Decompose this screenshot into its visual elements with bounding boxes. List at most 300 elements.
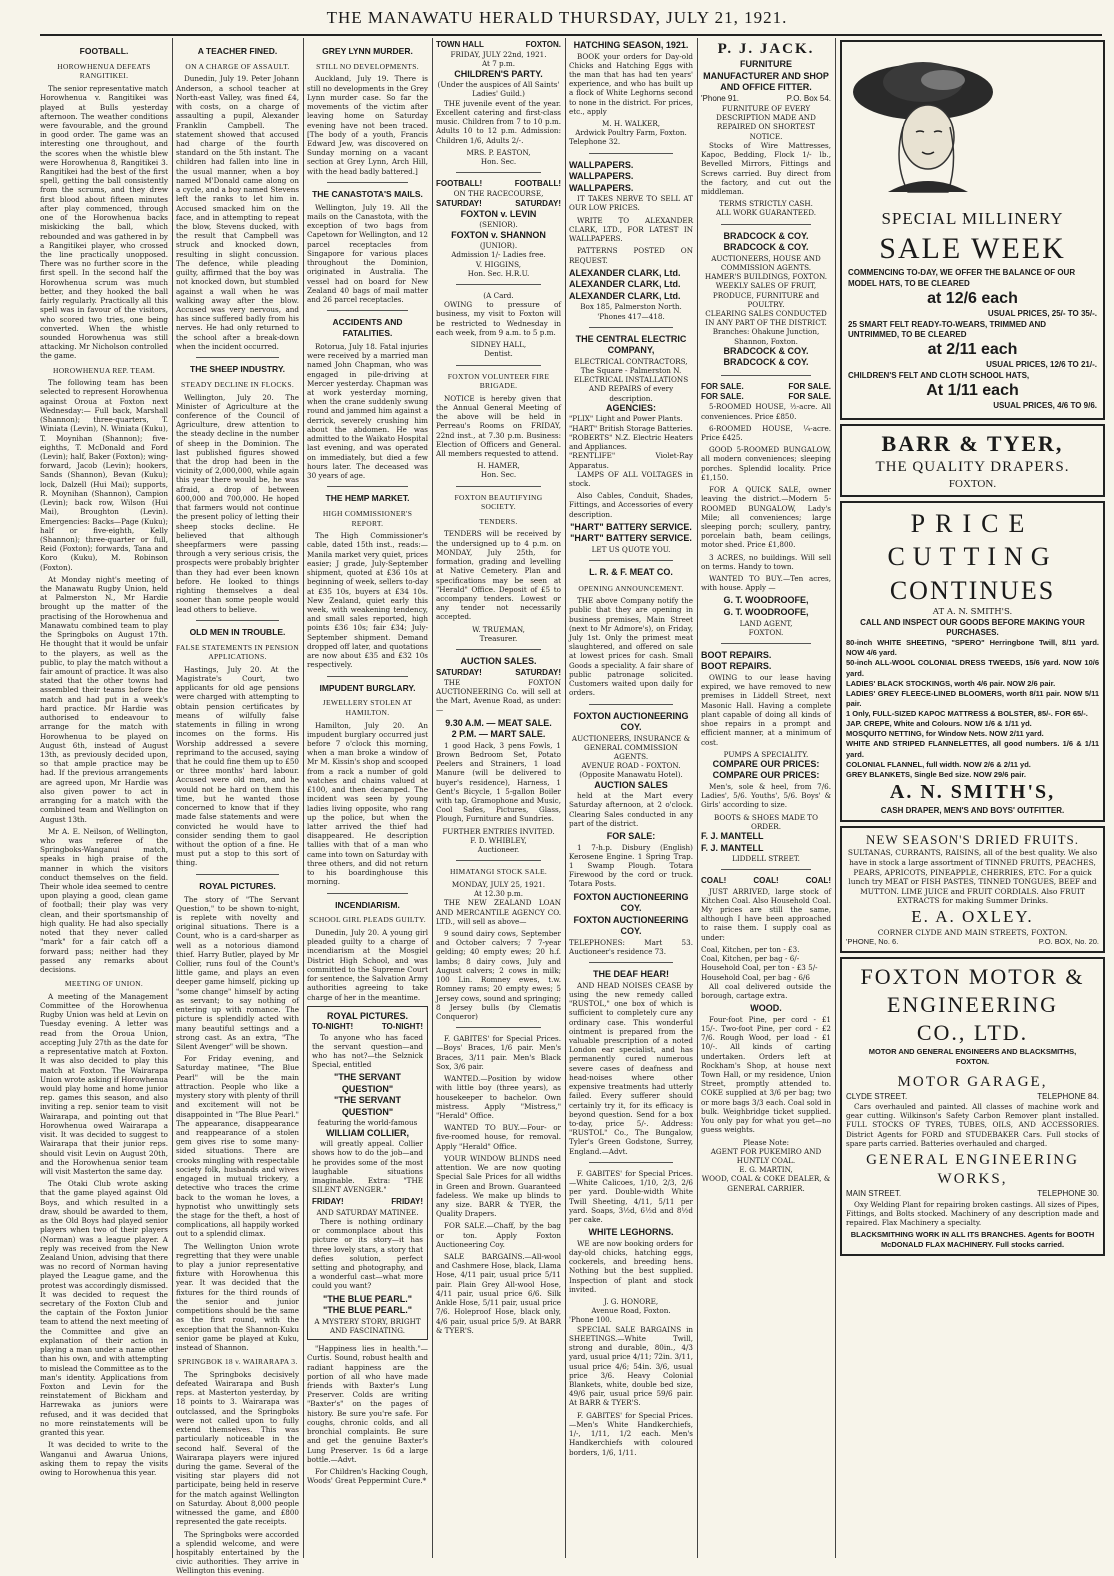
ad-star: WILLIAM COLLIER, xyxy=(326,1127,409,1138)
ad-text: MONDAY, JULY 25, 1921. xyxy=(451,879,546,889)
ad-text: 1 good Hack, 3 pens Fowls, 1 Brown Bedroom Set, Potato Peelers and Strainers, 1 load Manure (will be delivered to buyer's residence), Harness, 1 Gent's Bicycle, 1 5-gallon Boiler with tap, Gramophone and Music, Cool Safes, Pictures, Glass, Plough, Furniture and Sundries. xyxy=(436,740,561,824)
ad-text: USUAL PRICES, 12/6 TO 21/-. xyxy=(986,360,1097,370)
ad-signature: H. HAMER, xyxy=(477,461,520,471)
ad-text: AT A. N. SMITH'S. xyxy=(932,606,1013,617)
article-text: Hastings, July 20. At the Magistrate's Court, two applicants for old age pensions were charged with attempting to obtain pension certificates by means of wilfully false statements in filling in wrong incomes on the forms. His Worship addressed a severe reprimand to the accused, saying that he could fine them up to £50 or three months' hard labour. Accused were old men, and he would not be hard on them this time, but he wanted those concerned to know that if they made false statements and were convicted he would have to consider sending them to gaol without the option of a fine. He must put a stop to this sort of thing. xyxy=(176,664,299,868)
ad-subtitle: 9.30 A.M. — MEAT SALE. xyxy=(445,717,552,728)
ad-title: WORKS, xyxy=(937,1171,1008,1188)
ad-title: A. N. SMITH'S, xyxy=(889,780,1056,803)
classified: WANTED TO BUY.—Four- or five-roomed house, for removal. Apply "Herald" Office. xyxy=(436,1123,561,1151)
ad-text: 'Phone 91. xyxy=(701,93,740,103)
ad-text: USUAL PRICES, 25/- TO 35/-. xyxy=(987,309,1097,319)
ad-title: BRADCOCK & COY. xyxy=(723,230,809,241)
millinery-ad xyxy=(840,40,1105,420)
ad-text: Household Coal, per ton - £3 5/- xyxy=(701,963,818,973)
divider xyxy=(327,893,408,894)
subheadline: FALSE STATEMENTS IN PENSION APPLICATIONS. xyxy=(176,642,299,662)
ad-title: BRADCOCK & COY. xyxy=(723,345,809,356)
ad-text: TELEPHONE 30. xyxy=(1037,1189,1099,1199)
ad-title: L. R. & F. MEAT CO. xyxy=(589,567,673,578)
ad-text: FOXTON. xyxy=(748,627,784,637)
ad-text: 9 sound dairy cows, September and October calvers; 7 7-year gelding; 40 empty ewes; 20 h.f. lambs; 8 dairy cows, July and August calvers; 2 cows in milk; 100 Lin. Romney ewes, t.w. Romney rams; 20 empty ewes; 5 Jersey cows, sound and springing; 8 Jersey bulls (by Clematis Conqueror) xyxy=(436,929,561,1021)
ad-subtitle: COMPARE OUR PRICES: xyxy=(712,758,820,769)
ad-text: At 12.30 p.m. xyxy=(473,889,524,899)
ad-text: THE FOXTON AUCTIONEERING Co. will sell at the Mart, Avenue Road, as under:— xyxy=(436,677,561,715)
ad-text: (JUNIOR). xyxy=(479,241,518,251)
classified: F. GABITES' for Special Prices.—Men's White Handkerchiefs, 1/-, 1/11, 1/2 each. Men's Handkerchiefs with coloured borders, 1/6, 1/11. xyxy=(569,1410,693,1457)
ad-signature: Hon. Sec. xyxy=(480,156,517,166)
classified: YOUR WINDOW BLINDS need attention. We are now quoting Special Sale Prices for all widths in Green and Brown. Guaranteed fadeless. We make up blinds to any size. BARR & TYER, the Quality Drapers. xyxy=(436,1153,561,1219)
divider xyxy=(327,486,408,487)
ad-text: PUMPS A SPECIALITY. xyxy=(723,749,809,759)
ad-signature: F. J. MANTELL xyxy=(701,842,764,853)
subheadline: HOROWHENUA REP. TEAM. xyxy=(53,365,155,375)
headline: IMPUDENT BURGLARY. xyxy=(319,682,416,693)
ad-title: BARR & TYER, xyxy=(881,430,1064,456)
divider xyxy=(196,620,279,621)
ad-subtitle: FURNITURE MANUFACTURER AND SHOP AND OFFICE FITTER. xyxy=(703,59,829,93)
ad-text: Branches: Ohakune Junction, Shannon, Foxton. xyxy=(712,327,820,346)
ad-text: LAND AGENT, xyxy=(739,618,793,628)
divider xyxy=(589,153,673,154)
ad-text: 'PHONE, No. 6. xyxy=(846,937,899,947)
ad-text: Stocks of Wire Mattresses, Kapoc, Bedding, Flock 1/- lb., Bevelled Mirrors, Fittings and Screws carried. Buy direct from the factory, and cut out the middleman. xyxy=(701,140,831,196)
column-6 xyxy=(701,40,831,1555)
article-text: Hamilton, July 20. An impudent burglary occurred just before 7 o'clock this morning, when a man broke a window of Mr M. Kissin's shop and scooped from a rack a number of gold watches and chains valued at £100, and then decamped. The incident was seen by young ladies living opposite, who rang up the police, but when the latter arrived the thief had disappeared. He description tallies with that of a man who came into town on Saturday with three others, and did not return to his boardinghouse this morning. xyxy=(307,720,428,887)
ad-text: GOOD 5-ROOMED BUNGALOW, all modern conveniences; sleeping porches. Splendid locality. Price £1,150. xyxy=(701,445,831,482)
divider xyxy=(456,172,541,173)
article-text: The Otaki Club wrote asking that the game played against Old Boys, and which resulted in a draw, should be awarded to them, as the Old Boys had played senior players when two of their players (Norman) was a league player. A reply was received from the New Zealand Union, advising that there was no record of Norman having played the League game, and the protest was accordingly dismissed. It was decided to request the secretary of the Foxton Club and the captain of the Foxton Junior team to attend the next meeting of the Committee and give an explanation of their action in playing a man under a name other than his own, and with attempting to mislead the Committee as to the man's identity. Applications from Foxton and Levin for the reinstatement of Bickham and Harrewaka as juniors were refused, and it was decided that no more reinstatements will be granted this year. xyxy=(40,1179,168,1438)
ad-title: GENERAL ENGINEERING xyxy=(866,1152,1079,1169)
ad-title: BOOT REPAIRS. xyxy=(701,661,772,672)
ad-feature: "THE BLUE PEARL." xyxy=(322,1305,413,1316)
ad-text: FOXTON. xyxy=(525,40,561,49)
foxton-motor-ad xyxy=(840,957,1105,1256)
ad-text: CASH DRAPER, MEN'S AND BOYS' OUTFITTER. xyxy=(880,805,1065,815)
ad-title: FOXTON AUCTIONEERING COY. xyxy=(573,891,689,914)
headline: A TEACHER FINED. xyxy=(197,46,278,56)
ad-text: A MYSTERY STORY, BRIGHT AND FASCINATING. xyxy=(314,1316,421,1335)
article-text: Rotorua, July 18. Fatal injuries were received by a married man named John Chapman, who was engaged in pile-driving at Mercer yesterday. Chapman was at work yesterday morning, when the crane suddenly swung round and jammed him against a derrick, severely crushing him about the abdomen. He was admitted to the Waikato Hospital last evening, and was operated on immediately, but died a few hours later. The deceased was 30 years of age. xyxy=(307,341,428,480)
column-rule xyxy=(565,38,566,1558)
ad-feature: "THE SERVANT QUESTION" xyxy=(334,1072,401,1094)
ad-text: AUCTIONEERS, INSURANCE & GENERAL COMMISSION AGENTS. xyxy=(571,733,691,762)
ad-text: IT TAKES NERVE TO SELL AT OUR LOW PRICES. xyxy=(569,194,693,213)
price-item: 80-inch WHITE SHEETING, "SPERO" Herringbone Twill, 8/11 yard. NOW 4/6 yard. xyxy=(846,638,1099,658)
divider xyxy=(327,676,408,677)
ad-title: SALE WEEK xyxy=(879,231,1066,265)
column-5 xyxy=(569,40,693,1555)
ad-text: BOOTS & SHOES MADE TO ORDER. xyxy=(714,812,818,831)
ad-text: JUST ARRIVED, large stock of Kitchen Coal. Also Household Coal. My prices are still the same, although I have been approached to raise them. I supply coal as under: xyxy=(701,886,831,942)
headline: INCENDIARISM. xyxy=(335,899,400,910)
ad-signature: Hon. Sec. H.R.U. xyxy=(467,268,530,278)
ad-text: BOOK your orders for Day-old Chicks and Hatching Eggs with the man that has had ten years' experience, and who has built up a flock of White Leghorns second to none in the district. For prices, etc., apply xyxy=(569,51,693,116)
ad-text: featuring the world-famous xyxy=(317,1118,418,1128)
subheadline: STILL NO DEVELOPMENTS. xyxy=(316,61,419,71)
headline: THE SHEEP INDUSTRY. xyxy=(190,364,285,375)
ad-subtitle: WOOD. xyxy=(750,1003,782,1014)
column-rule xyxy=(172,38,173,1558)
article-text: The story of "The Servant Question," to be shown to-night, is replete with novelty and original situations. There is a Count, who is a card-sharper as well as a notorious diamond thief. Harry Butler, played by Mr Collier, runs foul of the Count's little game, and plays an even deeper game himself, picking up "some change" himself by acting as servant; to say nothing of entering up with romance. The picture is splendidly acted with many beautiful settings and a strong cast. As an extra, "The Silent Avenger" will be shown. xyxy=(176,894,299,1051)
ad-text: CHILDREN'S FELT AND CLOTH SCHOOL HATS, xyxy=(848,370,1030,380)
ad-title: ALEXANDER CLARK, Ltd. xyxy=(569,290,681,301)
ad-title: FOXTON v. LEVIN xyxy=(460,208,537,219)
ad-text: 6-ROOMED HOUSE, ¼-acre. Price £425. xyxy=(701,423,831,442)
masthead-rule xyxy=(40,34,1102,36)
price-item: 1 Only, FULL-SIZED KAPOC MATTRESS & BOLSTER, 85/-. FOR 65/-. xyxy=(846,709,1088,719)
ad-subtitle: OPENING ANNOUNCEMENT. xyxy=(578,583,684,593)
dried-fruits-ad xyxy=(840,826,1105,953)
ad-text: FRIDAY! xyxy=(391,1197,423,1207)
ad-subtitle: TENDERS. xyxy=(479,516,518,526)
classified: F. GABITES' for Special Prices.—White Calicoes, 1/10, 2/3, 2/6 per yard. Double-width White Twill Sheeting, 4/11, 5/11 per yard. Soaps, 3½d, 6½d and 8½d per cake. xyxy=(569,1168,693,1224)
price-item: GREY BLANKETS, Single Bed size. NOW 29/6 pair. xyxy=(846,769,1026,779)
divider xyxy=(456,860,541,861)
divider xyxy=(456,649,541,650)
ad-text: AUCTIONEERS, HOUSE AND COMMISSION AGENTS. xyxy=(711,253,821,272)
article-text: Mr A. E. Neilson, of Wellington, who was referee of the Springboks-Wanganui match, speaks in high praise of the manner in which the visitors conduct themselves on the field. Their whole idea seemed to centre upon playing a good, clean game of football; their play was very clean, and their sportsmanship of high quality. He had also specially noted that they never called "mark" for a fair catch off a forward pass; neither had they passed any remarks about decisions. xyxy=(40,826,168,974)
ad-signature: V. HIGGINS, xyxy=(475,259,522,269)
divider xyxy=(589,327,673,328)
price-item: LADIES' GREY FLEECE-LINED BLOOMERS, worth 8/11 pair. NOW 5/11 pair. xyxy=(846,688,1099,708)
ad-text: FRIDAY, JULY 22nd, 1921. xyxy=(450,50,547,60)
column-rule xyxy=(697,38,698,1558)
ad-text: FURTHER ENTRIES INVITED. xyxy=(442,826,555,836)
ad-text: ELECTRICAL CONTRACTORS, The Square - Palmerston N. xyxy=(574,356,688,376)
ad-text: USUAL PRICES, 4/6 TO 9/6. xyxy=(993,401,1097,411)
ad-text: FOOTBALL! xyxy=(514,179,561,189)
ad-text: CLEARING SALES CONDUCTED IN ANY PART OF THE DISTRICT. xyxy=(705,308,827,328)
ad-title: FOXTON VOLUNTEER FIRE BRIGADE. xyxy=(447,371,550,391)
ad-text: ALL WORK GUARANTEED. xyxy=(715,208,817,218)
subheadline: HOROWHENUA DEFEATS RANGITIKEI. xyxy=(57,61,151,81)
ad-title: FOXTON MOTOR & xyxy=(860,963,1085,989)
ad-text: THE juvenile event of the year. Excellent catering and first-class music. Children from 7 to 10 p.m. Adults 10 to 12 p.m. Admission: Children 1/6, Adults 2/-. xyxy=(436,98,561,145)
ad-text: TENDERS will be received by the undersigned up to 4 p.m. on MONDAY, July 25th, for formation, grading and levelling at Native Cemetery. Plan and specifications may be seen at "Herald" Office. Deposit of £5 to accompany tenders. Lowest or any tender not necessarily accepted. xyxy=(436,529,561,622)
ad-title: ALEXANDER CLARK, Ltd. xyxy=(569,267,681,278)
divider xyxy=(456,365,541,366)
ad-signature: Dentist. xyxy=(484,349,513,359)
column-rule xyxy=(432,38,433,1558)
column-4 xyxy=(436,40,561,1555)
divider xyxy=(456,486,541,487)
ad-text: FOOTBALL! xyxy=(436,179,483,189)
ad-text: SATURDAY! xyxy=(436,198,482,208)
column-3 xyxy=(307,40,428,1555)
ad-text: AVENUE ROAD - FOXTON. (Opposite Manawatu Hotel). xyxy=(579,761,683,780)
ad-title: P. J. JACK. xyxy=(717,41,815,57)
ad-price: At 1/11 each xyxy=(926,381,1019,399)
ad-text: LET US QUOTE YOU. xyxy=(591,544,671,554)
ad-text: Men's, sole & heel, from 7/6. Ladies', 5/6. Youths', 5/6. Boys' & Girls' according to size. xyxy=(701,781,831,810)
ad-signature: G. T. WOODROOFE, xyxy=(723,595,809,606)
ad-subtitle: 2 P.M. — MART SALE. xyxy=(451,729,546,740)
divider xyxy=(196,357,279,358)
ad-text: WEEKLY SALES OF FRUIT, PRODUCE, FURNITURE and POULTRY. xyxy=(712,281,820,309)
headline: FOOTBALL. xyxy=(79,46,129,56)
ad-title: BRADCOCK & COY. xyxy=(723,242,809,253)
column-2 xyxy=(176,40,300,1576)
article-text: The High Commissioner's cable, dated 15th inst., reads:— Manila market very quiet, prices easier; J grade, July-September shipment, quoted at £36 10s at beginning of week, sellers to-day at £35 10s, buyers at £34 10s. New Zealand, quiet early this week, with weakening tendency, and small sales reported, high points £36 10s; fair £34; July-September shipment. Demand dropped off later, and quotations are now about £35 and £32 10s respectively. xyxy=(307,531,428,670)
ad-subtitle: AGENCIES: xyxy=(605,402,656,413)
divider xyxy=(327,182,408,183)
price-item: 50-inch ALL-WOOL COLONIAL DRESS TWEEDS, 15/6 yard. NOW 10/6 yard. xyxy=(846,658,1099,678)
ad-signature: G. T. WOODROOFE, xyxy=(723,606,809,617)
article-text: For Friday evening, and Saturday matinee, "The Blue Pearl" will be the main attraction. People who like a mystery story with plenty of thrill and excitement will not be disappointed in "The Blue Pearl." The appearance, disappearance and reappearance of a stolen gem gives rise to some many-sided situations. There are crooks mingling with respectable society folk, husbands and wives engaged in mutual trickery, a detective who traces the crime back to the woman he loves, a hypnotist who unwittingly sets the stage for the theft, a host of complications, all happily worked out to a splendid climax. xyxy=(176,1054,299,1239)
ad-title: FOXTON BEAUTIFYING SOCIETY. xyxy=(454,492,543,512)
ad-title: MOTOR GARAGE, xyxy=(897,1073,1048,1090)
price-item: JAP. CREPE, White and Colours. NOW 1/6 & 1/11 yd. xyxy=(846,719,1032,729)
ad-text: Telephone 32. xyxy=(569,137,621,147)
price-item: LADIES' BLACK STOCKINGS, worth 4/6 pair. NOW 2/6 pair. xyxy=(846,678,1056,688)
ad-text: held at the Mart every Saturday afternoon, at 2 o'clock. Clearing Sales conducted in any part of the district. xyxy=(569,791,693,828)
ad-text: FOXTON. xyxy=(955,1056,990,1066)
ad-title: (A Card. xyxy=(483,290,514,300)
headline: ACCIDENTS AND FATALITIES. xyxy=(332,317,403,339)
ad-text: COAL! xyxy=(701,876,727,886)
ad-text: LAMPS OF ALL VOLTAGES in stock. xyxy=(569,469,693,488)
ad-subtitle: COMPARE OUR PRICES: xyxy=(712,770,820,781)
divider xyxy=(721,869,811,870)
divider xyxy=(456,1027,541,1028)
ad-text: MAIN STREET. xyxy=(846,1189,902,1199)
subheadline: MEETING OF UNION. xyxy=(64,979,144,989)
divider xyxy=(589,704,673,705)
classified: WANTED.—Position by widow with little boy (three years), as housekeeper to bachelor. Own mistress. Apply "Mistress," "Herald" Office. xyxy=(436,1074,561,1120)
ad-text: (SENIOR). xyxy=(479,220,518,230)
ad-text: COAL! xyxy=(753,876,779,886)
ad-text: SATURDAY! xyxy=(515,667,561,677)
column-7 xyxy=(840,40,1105,1555)
price-item: COLONIAL FLANNEL, full width. NOW 2/6 & 2/11 yd. xyxy=(846,759,1031,769)
ad-title: PRICE xyxy=(910,509,1035,539)
ad-text: Also Cables, Conduit, Shades, Fittings, and Accessories of every description. xyxy=(569,491,693,519)
ad-text: WRITE TO ALEXANDER CLARK, LTD., FOR LATEST IN WALLPAPERS. xyxy=(569,215,693,244)
article-text: The senior representative match Horowhenua v. Rangitikei was played at Bulls yesterday afternoon. The weather conditions were favourable, and the ground in good order. The game was an interesting one throughout, and the scores when the whistle blew were Horowhenua 8, Rangitikei 3. Rangitikei had the best of the first spell, getting the ball consistently from the scrums, and they drew first blood about fifteen minutes after play commenced, through one of the Horowhenua backs miskicking the ball, which rebounded and was gathered in by a Rangitikei player, who crossed the line practically unopposed. There was no further score in the first spell. In the second half the Horowhenua scrum was much better, and they hooked the ball fairly regularly. Practically all this spell was in favour of the visitors, who scored two tries, one being converted. When the whistle sounded Horowhenua was still attacking. Mr Nicholson controlled the game. xyxy=(40,84,168,361)
ad-signature: MRS. P. EASTON, xyxy=(466,147,531,157)
ad-text: BLACKSMITHING WORK IN ALL ITS BRANCHES. Agents for BOOTH McDONALD FLAX MACHINERY. Full stocks carried. xyxy=(850,1230,1095,1249)
ad-title: WALLPAPERS. xyxy=(569,171,634,182)
ad-title: CHILDREN'S PARTY. xyxy=(454,68,543,79)
ad-title: CONTINUES xyxy=(889,575,1056,605)
ad-text: "ROBERTS" N.Z. Electric Heaters and Appliances. xyxy=(569,432,693,452)
masthead: THE MANAWATU HERALD THURSDAY, JULY 21, 1921. xyxy=(326,8,788,27)
ad-text: At 7 p.m. xyxy=(481,59,516,69)
subheadline: JEWELLERY STOLEN AT HAMILTON. xyxy=(322,698,413,717)
article-text: Wellington, July 20. The Minister of Agriculture at the conference of the Council of Agriculture, drew attention to the steady decline in the number of sheep in the Dominion. The last published figures showed that the drop had been in the vicinity of 2,000,000, while again this year there would be, he was afraid, a drop of between 600,000 and 700,000. He hoped that farmers would not continue the present policy of letting their sheep stocks decline. He believed that although sheepfarmers were passing through a very serious crisis, the prospects were probably brighter than they had ever been known before. He looked to things righting themselves a deal sooner than some people would lead others to believe. xyxy=(176,392,299,614)
divider xyxy=(589,962,673,963)
ad-text: MOTOR AND GENERAL ENGINEERS AND BLACKSMITHS, xyxy=(868,1047,1077,1057)
ad-text: AGENT FOR PUKEMIRO AND HUNTLY COAL. xyxy=(710,1146,822,1165)
ad-text: AND HEAD NOISES CEASE by using the new remedy called "RUSTOL," one box of which is sufficient to completely cure any ordinary case. This wonderful ointment is prepared from the valuable prescription of a noted London ear specialist, and has permanently cured numerous severe cases of deafness and head-noises where other expensive treatments had utterly failed. Every sufferer should certainly try it, for its efficacy is beyond question. Send for a box to-day, price 5/-. Address: "RUSTOL" Co., The Bungalow, Tyler's Green Godstone, Surrey, England.—Advt. xyxy=(569,980,693,1156)
divider xyxy=(721,224,811,225)
ad-text: FRIDAY! xyxy=(312,1197,344,1207)
ad-signature: F. D. WHIBLEY, xyxy=(470,835,527,845)
headline: THE HEMP MARKET. xyxy=(325,493,410,504)
article-text: The Springboks decisively defeated Wairarapa and Bush reps. at Masterton yesterday, by 18 points to 3. Wairarapa was outclassed, and the Springboks were not called upon to fully extend themselves. This was particularly noticeable in the second half. Several of the Wairarapa players were injured during the game. Several of the visiting star players did not participate, being held in reserve for the match against Wellington on Saturday. About 8,000 people witnessed the game, and £800 represented the gate receipts. xyxy=(176,1369,299,1527)
ad-text: "HART" British Storage Batteries. xyxy=(569,423,693,433)
ad-title: FOXTON AUCTIONEERING COY. xyxy=(573,710,689,733)
subheadline: HIGH COMMISSIONER'S REPORT. xyxy=(322,509,413,528)
subheadline: ON A CHARGE OF ASSAULT. xyxy=(185,61,290,71)
ad-title: CO., LTD. xyxy=(916,1020,1029,1046)
ad-title: CUTTING xyxy=(887,542,1058,572)
article-text: Dunedin, July 20. A young girl pleaded guilty to a charge of incendiarism at the Mosgiel District High School, and was committed to the Supreme Court for sentence, the Salvation Army authorities agreeing to take charge of her in the meantime. xyxy=(307,928,428,1002)
ad-text: 'Phone 100. xyxy=(569,1315,612,1325)
ad-title: FOXTON v. SHANNON xyxy=(451,229,546,240)
ad-title: BOOT REPAIRS. xyxy=(701,649,772,660)
divider xyxy=(456,284,541,285)
ad-text: HAMER'S BUILDINGS, FOXTON. xyxy=(704,272,828,282)
ad-title: WALLPAPERS. xyxy=(569,159,634,170)
divider xyxy=(327,310,408,311)
ad-title: THE CENTRAL ELECTRIC COMPANY, xyxy=(575,333,687,356)
divider xyxy=(196,874,279,875)
ad-title: SPECIAL MILLINERY xyxy=(881,209,1064,229)
classified: F. GABITES' for Special Prices.—Boys' Braces, 1/6 pair. Men's Braces, 3/11 pair. Men's Black Sox, 3/6 pair. xyxy=(436,1034,561,1071)
ad-title: THE DEAF HEAR! xyxy=(593,969,669,980)
ad-text: There is nothing ordinary or commonplace about this picture or its story—it has three lovely stars, a story that defies solution, perfect setting and photography, and a wonderful cast—what more could you want? xyxy=(312,1216,423,1291)
ad-text: TELEPHONES: Mart 53. Auctioneer's residence 73. xyxy=(569,937,693,956)
ad-title: AUCTION SALES. xyxy=(460,656,537,667)
ad-signature: Auctioneer. xyxy=(477,845,520,855)
ad-text: 25 SMART FELT READY-TO-WEARS, TRIMMED AND UNTRIMMED, TO BE CLEARED xyxy=(848,319,1047,339)
ad-text: COAL! xyxy=(805,876,831,886)
price-cutting-ad xyxy=(840,501,1105,822)
ad-text: TERMS STRICTLY CASH. xyxy=(719,199,813,209)
article-text: For Children's Hacking Cough, Woods' Great Peppermint Cure.* xyxy=(307,1467,428,1486)
ad-text: AND SATURDAY MATINEE. xyxy=(316,1207,419,1217)
ad-title: "HART" BATTERY SERVICE. xyxy=(570,533,692,544)
ad-feature: "THE BLUE PEARL." xyxy=(322,1293,413,1304)
ad-text: COMMENCING TO-DAY, WE OFFER THE BALANCE OF OUR MODEL HATS, TO BE CLEARED xyxy=(848,268,1076,288)
ad-text: Box 185, Palmerston North. 'Phones 417—418. xyxy=(580,302,682,321)
ad-title: NEW SEASON'S DRIED FRUITS. xyxy=(865,831,1079,847)
ad-text: FOR A QUICK SALE, owner leaving the district.—Modern 5-ROOMED BUNGALOW, Lady's Mile; all conveniences; large sleeping porch; scullery, pantry, porcelain bath, beam ceilings, motor shed. Price £1,800. xyxy=(701,485,831,550)
royal-pictures-ad xyxy=(307,1006,428,1340)
ad-text: Admission 1/- Ladies free. xyxy=(451,250,546,260)
column-1 xyxy=(40,40,168,1555)
ad-text: Please Note: xyxy=(742,1137,790,1147)
ad-price: at 12/6 each xyxy=(927,289,1018,307)
ad-title: HATCHING SEASON, 1921. xyxy=(573,40,689,50)
article-text: The Springboks were accorded a splendid welcome, and were hospitably entertained by the civic authorities. They arrive in Wellington this evening. xyxy=(176,1529,299,1576)
column-rule xyxy=(835,38,836,1558)
ad-text: FOXTON. xyxy=(948,477,997,490)
ad-text: FOR SALE. xyxy=(788,392,831,402)
column-rule xyxy=(303,38,304,1558)
ad-title: E. A. OXLEY. xyxy=(911,906,1034,926)
ad-text: P.O. BOX, No. 20. xyxy=(1038,937,1099,947)
classified: SPECIAL SALE BARGAINS in SHEETINGS.—White Twill, strong and durable, 80in., 4/3 yard, usual price 4/11; 72in. 3/11, usual price 4/6; 54in. 3/6, usual price 3/6. Heavy Colonial Blankets, white, double bed size, 49/6 pair, usual price 59/6 pair. At BARR & TYER'S. xyxy=(569,1324,693,1408)
headline: THE CANASTOTA'S MAILS. xyxy=(312,188,423,199)
ad-text: WOOD, COAL & COKE DEALER, & GENERAL CARRIER. xyxy=(701,1174,831,1193)
article-text: It was decided to write to the Wanganui and Awarua Unions, asking them to repay the visits owing to Horowhenua this year. xyxy=(40,1440,168,1477)
classified: SALE BARGAINS.—All-wool and Cashmere Hose, black, Llama Hose, 4/11 pair, usual price 5/11 pair. Plain Grey All-wool Hose, 4/11 pair, usual price 6/6. Silk Ankle Hose, 5/11 pair, usual price 7/6. Holeproof Hose, black only, 4/6 pair, usual price 5/9. At BARR & TYER'S. xyxy=(436,1252,561,1335)
ad-text: FURNITURE OF EVERY DESCRIPTION MADE AND REPAIRED ON SHORTEST NOTICE. xyxy=(716,103,816,141)
ad-title: BRADCOCK & COY. xyxy=(723,357,809,368)
ad-text: SULTANAS, CURRANTS, RAISINS, all of the best quality. We also have in stock a large assortment of TINNED FRUITS, PEACHES, PEARS, APRICOTS, PINEAPPLE, CHERRIES, ETC. For a quick lunch try MEAT or FISH PASTES, TINNED TONGUES, BEEF and MUTTON. LIME JUICE and FRUIT CORDIALS. Also FRUIT EXTRACTS for making Summer Drinks. xyxy=(847,848,1098,906)
ad-signature: W. TRUEMAN, xyxy=(472,624,525,634)
ad-text: FOR SALE. xyxy=(701,381,744,391)
ad-title: HIMATANGI STOCK SALE. xyxy=(449,867,548,877)
ad-signature: E. G. MARTIN, xyxy=(739,1165,793,1175)
ad-text: PATTERNS POSTED ON REQUEST. xyxy=(569,246,693,265)
hat-lady-illustration xyxy=(848,52,998,202)
ad-signature: Avenue Road, Foxton. xyxy=(591,1306,671,1316)
headline: GREY LYNN MURDER. xyxy=(322,46,413,56)
ad-title: "HART" BATTERY SERVICE. xyxy=(570,521,692,532)
ad-text: CLYDE STREET. xyxy=(846,1091,908,1101)
ad-text: P.O. Box 54. xyxy=(786,93,831,103)
classified: FOR SALE.—Chaff, by the bag or ton. Apply Foxton Auctioneering Coy. xyxy=(436,1221,561,1249)
ad-title: ALEXANDER CLARK, Ltd. xyxy=(569,279,681,290)
ad-text: Cars overhauled and painted. All classes of machine work and gear cutting. Wilkinson's Safety Carbon Remover plant installed. FULL STOCKS OF TYRES, TUBES, OILS, AND ACCESSORIES. District Agents for FORD and STUDEBAKER Cars. Full stocks of spare parts carried. Batteries overhauled and charged. xyxy=(846,1101,1099,1148)
article-text: The following team has been selected to represent Horowhenua against Oroua at Foxton next Wednesday:— Full back, Marshall (Shannon); three-quarters, T. Winiata (Levin), N. Winiata (Kuku), T. Moynihan (Shannon); five-eighths, T. McDonald and Ford (Levin); half, Baker (Foxton); wing-forward, Jacob (Levin); hookers, Sands (Shannon), Bevan (Kuku); lock, Dalzell (Hui Mai); supports, R. Moynihan (Shannon), Campion (Levin); back row, Wilson (Hui Mai), Broughton (Levin). Emergencies: Backs—Page (Kuku); half or five-eighth, Kelly (Shannon); three-quarter or full, Reid (Foxton); forwards, Tana and Koro (Kuku), M. Robinson (Foxton). xyxy=(40,378,168,572)
ad-text: All coal delivered outside the borough, cartage extra. xyxy=(701,981,831,1000)
ad-text: "RENTLIFE" Violet-Ray Apparatus. xyxy=(569,451,693,470)
ad-signature: Hon. Sec. xyxy=(480,470,517,480)
ad-text: OWING to our lease having expired, we have removed to new premises in Liddell Street, next Masonic Hall. Having a complete plant capable of doing all kinds of shoe repairs in a prompt and efficient manner, at a minimum of cost. xyxy=(701,672,831,747)
ad-text: NOTICE is hereby given that the Annual General Meeting of the above will be held in Perreau's Rooms on FRIDAY, 22nd inst., at 7.30 p.m. Business: Election of Officers and General. All members requested to attend. xyxy=(436,393,561,458)
article-text: At Monday night's meeting of the Manawatu Rugby Union, held at Palmerston N., Mr Hardie brought up the matter of the practising of the Horowhenua and Manawatu combined team to play the Springboks on August 17th. He thought that it would be unfair to the players, as well as the public, to play the match without a fair amount of practice. It was also stated that the other towns had assembled their teams before the match and had put in a week's hard practice. Mr Hardie was authorised to endeavour to arrange for the match with Horowhenua to be played on August 6th, instead of August 13th, as previously decided upon, so that ample practice may be had. If the previous arrangements are agreed upon, Mr Hardie was also given power to act in arranging for a match with the combined team and Wellington on August 13th. xyxy=(40,574,168,824)
barr-tyer-ad xyxy=(840,424,1105,497)
price-item: WHITE AND STRIPED FLANNELETTES, all good numbers. 1/6 & 1/11 yard. xyxy=(846,739,1099,759)
ad-text: CALL AND INSPECT OUR GOODS BEFORE MAKING YOUR PURCHASES. xyxy=(860,617,1085,637)
ad-title: ENGINEERING xyxy=(886,992,1059,1018)
ad-text: ON THE RACECOURSE, xyxy=(453,189,544,199)
headline: OLD MEN IN TROUBLE. xyxy=(189,626,286,637)
ad-text: Household Coal, per bag - 6/6 xyxy=(701,972,810,982)
ad-signature: Treasurer. xyxy=(479,633,518,643)
ad-title: WHITE LEGHORNS. xyxy=(588,1227,674,1238)
ad-text: will greatly appeal. Collier shows how to do the job—and he provides some of the most laughable situations imaginable. Extra: "THE SILENT AVENGER." xyxy=(312,1139,423,1195)
article-text: A meeting of the Management Committee of the Horowhenua Rugby Union was held at Levin on Tuesday evening. A letter was read from the Oroua Union, accepting July 27th as the date for a representative match at Foxton. It was also decided to play this match at Foxton. The Wairarapa Union wrote asking if Horowhenua would play home and home junior rep. games this season, and also inviting a rep. senior team to visit Wairarapa, and pointing out that Horowhenua owed Wairarapa a visit. It was decided to suggest to Wairarapa that their junior reps. should visit Levin on August 20th, and the Horowhenua senior team will visit Masterton the same day. xyxy=(40,991,168,1176)
ad-text: 5-ROOMED HOUSE, ½-acre. All conveniences. Price £850. xyxy=(701,402,831,421)
article-text: Auckland, July 19. There is still no developments in the Grey Lynn murder case. So far the movements of the victim after leaving home on Saturday evening have not been traced. [The body of a youth, Francis Edward Jew, was discovered on Sunday morning on a vacant section at Grey Lynn, Arch Hill, with the head badly battered.] xyxy=(307,74,428,176)
price-item: MOSQUITO NETTING, for Window Nets. NOW 2/11 yard. xyxy=(846,729,1044,739)
divider xyxy=(589,1162,673,1163)
ad-feature: "THE SERVANT QUESTION" xyxy=(334,1095,401,1117)
ad-text: WE are now booking orders for day-old chicks, hatching eggs, cockerels, and breeding hens. Nothing but the best supplied. Inspection of plant and stock invited. xyxy=(569,1238,693,1294)
ad-text: LIDDELL STREET. xyxy=(732,854,800,864)
ad-signature: J. G. HONORE, xyxy=(603,1297,659,1307)
ad-text: THE above Company notify the public that they are opening in business premises, Main Street (next to Mr Admore's), on Friday, July 1st. Only the primest meat slaughtered, and offered on sale at lowest prices for cash. Small Goods a speciality. A fair share of public patronage solicited. Customers waited upon daily for orders. xyxy=(569,596,693,698)
ad-signature: F. J. MANTELL xyxy=(701,831,764,842)
ad-text: "PLIX" Light and Power Plants. xyxy=(569,414,683,424)
ad-text: To anyone who has faced the servant question—and who has not?—the Selznick Special, entitled xyxy=(312,1032,423,1070)
article-text: Wellington, July 19. All the mails on the Canastota, with the exception of two bags from Capetown for Wellington, and 12 parcel receptacles from Singapore for various places throughout the Dominion, originated in Australia. The vessel had on board for New Zealand 40 bags of mail matter and 26 parcel receptacles. xyxy=(307,202,428,304)
ad-text: 1 7-h.p. Disbury (English) Kerosene Engine. 1 Spring Trap. 1 Swamp Plough. Totara Firewood by the cord or truck. Totara Posts. xyxy=(569,842,693,889)
ad-text: TO-NIGHT! xyxy=(312,1022,354,1032)
ad-subtitle: AUCTION SALES xyxy=(594,779,668,790)
subheadline: STEADY DECLINE IN FLOCKS. xyxy=(180,379,295,389)
ad-text: CORNER CLYDE AND MAIN STREETS, FOXTON. xyxy=(877,927,1068,937)
ad-subtitle: FOR SALE: xyxy=(606,831,656,842)
ad-text: Coal, Kitchen, per ton - £3. xyxy=(701,944,800,954)
ad-text: Four-foot Pine, per cord - £1 15/-. Two-foot Pine, per cord - £2 7/6. Rough Wood, per load - £1 10/-. All kinds of carting undertaken. Orders left at Rockham's Shop, at house next Town Hall, or my residence, Union Street, promptly attended to. COKE supplied at 3/6 per bag; two or more bags 3/3 each. Coal sold in bulk. Weighbridge ticket supplied. You only pay for what you get—no guess weights. xyxy=(701,1014,831,1135)
ad-text: FOR SALE. xyxy=(701,392,744,402)
ad-text: WANTED TO BUY.—Ten acres, with house. Apply — xyxy=(701,574,831,593)
ad-text: THE NEW ZEALAND LOAN AND MERCANTILE AGENCY CO. LTD., will sell as above— xyxy=(436,898,561,926)
ad-signature: Ardwick Poultry Farm, Foxton. xyxy=(575,128,687,138)
subheadline: SCHOOL GIRL PLEADS GUILTY. xyxy=(309,915,426,925)
ad-signature: M. H. WALKER, xyxy=(601,119,661,129)
ad-text: FOR SALE. xyxy=(788,381,831,391)
article-text: The Wellington Union wrote regretting that they were unable to play a junior representative fixture with Horowhenua this year. It was decided that the fixtures for the third rounds of the senior and junior competitions should be the same as the first round, with the exception that the Shannon-Kuku senior game be played at Kuku, instead of Shannon. xyxy=(176,1241,299,1352)
ad-text: Coal, Kitchen, per bag - 6/- xyxy=(701,954,800,964)
